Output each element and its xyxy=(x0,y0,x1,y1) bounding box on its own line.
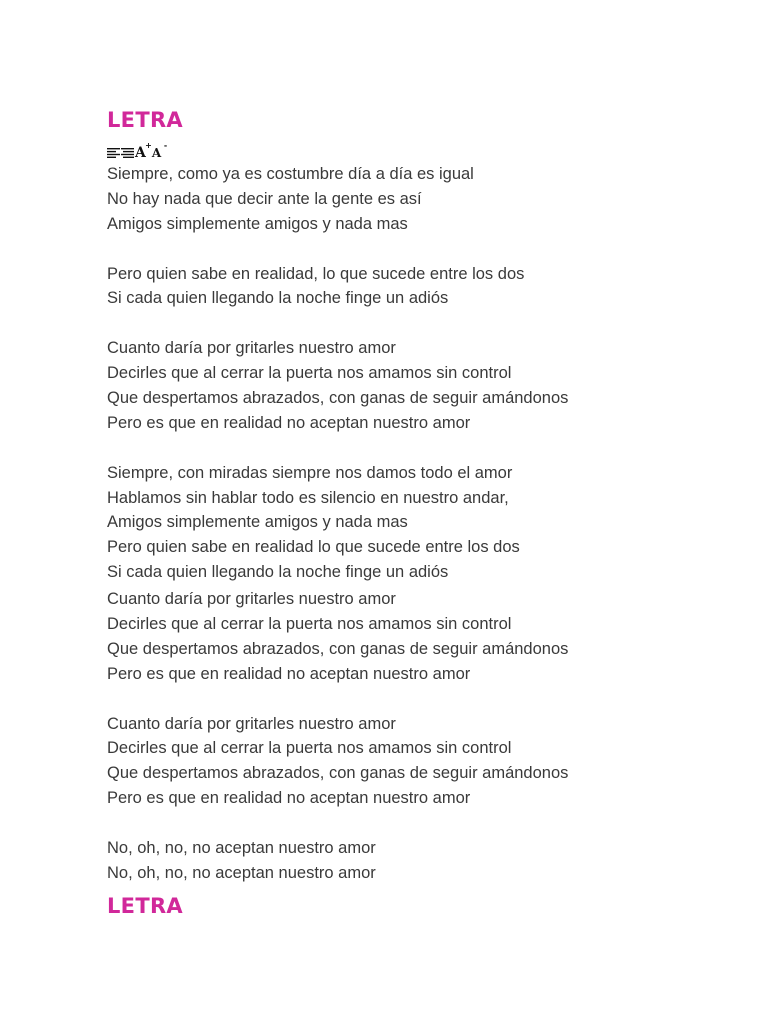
align-left-button[interactable] xyxy=(107,142,121,160)
lyric-line: Pero es que en realidad no aceptan nuestro amor xyxy=(107,664,471,683)
lyric-line: Pero es que en realidad no aceptan nuestro amor xyxy=(107,789,471,808)
stanza-break xyxy=(107,311,727,336)
align-justify-icon xyxy=(121,148,134,158)
lyric-line: Amigos simplemente amigos y nada mas xyxy=(107,214,408,233)
stanza-break xyxy=(107,687,727,712)
font-decrease-icon: A xyxy=(151,146,162,160)
lyrics-page xyxy=(107,106,727,920)
font-increase-button[interactable] xyxy=(135,142,152,160)
lyric-line: Decirles que al cerrar la puerta nos amamos sin control xyxy=(107,364,512,383)
align-left-icon xyxy=(107,148,120,158)
font-increase-sign: + xyxy=(145,141,152,150)
lyric-line: Pero es que en realidad no aceptan nuestro amor xyxy=(107,413,471,432)
stanza-break xyxy=(107,237,727,262)
lyric-line: Que despertamos abrazados, con ganas de seguir amándonos xyxy=(107,639,569,658)
lyric-line: Cuanto daría por gritarles nuestro amor xyxy=(107,714,396,733)
lyric-line: Que despertamos abrazados, con ganas de seguir amándonos xyxy=(107,389,569,408)
lyric-line: No, oh, no, no aceptan nuestro amor xyxy=(107,839,376,858)
lyric-line: Si cada quien llegando la noche finge un adiós xyxy=(107,563,449,582)
lyric-line: Siempre, con miradas siempre nos damos todo el amor xyxy=(107,463,513,482)
align-justify-button[interactable] xyxy=(121,142,135,160)
lyric-line: Si cada quien llegando la noche finge un adiós xyxy=(107,289,449,308)
lyric-line: No hay nada que decir ante la gente es así xyxy=(107,189,422,208)
text-toolbar xyxy=(107,140,727,160)
lyric-line: Amigos simplemente amigos y nada mas xyxy=(107,513,408,532)
lyric-line: Siempre, como ya es costumbre día a día es igual xyxy=(107,165,474,183)
lyric-line: Pero quien sabe en realidad, lo que sucede entre los dos xyxy=(107,264,525,283)
lyric-line: Pero quien sabe en realidad lo que sucede entre los dos xyxy=(107,538,520,557)
font-decrease-sign: - xyxy=(163,141,168,150)
lyric-line: Decirles que al cerrar la puerta nos amamos sin control xyxy=(107,615,512,634)
stanza-break xyxy=(107,436,727,461)
lyric-line: Hablamos sin hablar todo es silencio en nuestro andar, xyxy=(107,488,509,507)
lyric-line: Cuanto daría por gritarles nuestro amor xyxy=(107,339,396,358)
lyric-line: No, oh, no, no aceptan nuestro amor xyxy=(107,863,376,882)
lyric-line: Decirles que al cerrar la puerta nos amamos sin control xyxy=(107,739,512,758)
lyric-line: Que despertamos abrazados, con ganas de seguir amándonos xyxy=(107,764,569,783)
stanza-break xyxy=(107,811,727,836)
lyrics-body xyxy=(107,162,727,886)
section-heading-top: LETRA xyxy=(107,108,183,132)
font-increase-icon: A xyxy=(135,145,146,161)
section-heading-bottom: LETRA xyxy=(107,893,183,918)
lyric-line: Cuanto daría por gritarles nuestro amor xyxy=(107,590,396,609)
font-decrease-button[interactable] xyxy=(152,142,167,160)
